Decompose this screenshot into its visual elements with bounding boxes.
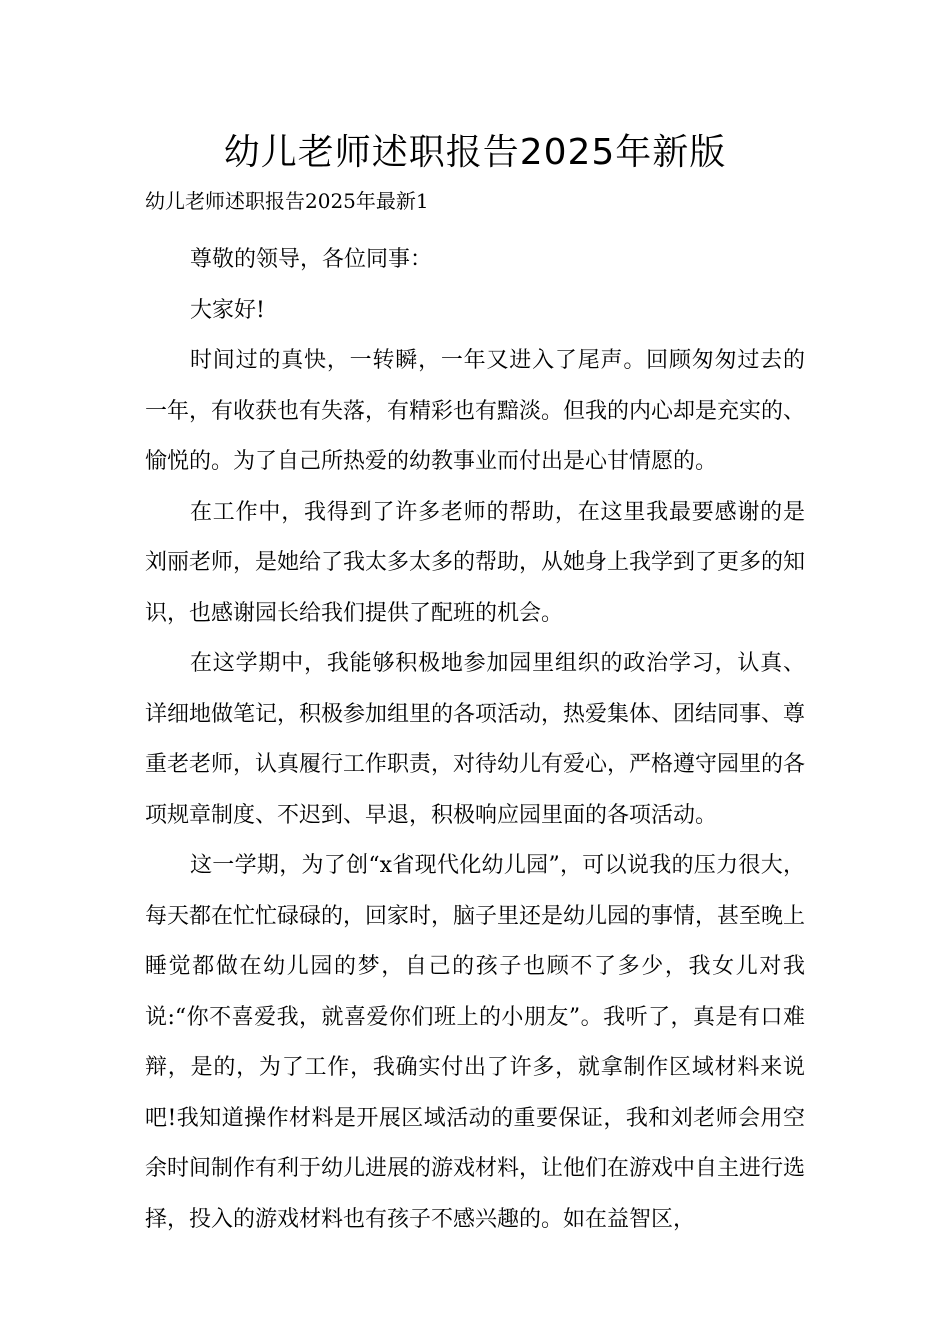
paragraph: 这一学期，为了创“x省现代化幼儿园”，可以说我的压力很大，每天都在忙忙碌碌的，回家时，脑子里还是幼儿园的事情，甚至晚上睡觉都做在幼儿园的梦，自己的孩子也顾不了多少，我女儿对我说:“你不喜爱我，就喜爱你们班上的小朋友”。我听了，真是有口难辩，是的，为了工作，我确实付出了许多，就拿制作区域材料来说吧!我知道操作材料是开展区域活动的重要保证，我和刘老师会用空余时间制作有利于幼儿进展的游戏材料，让他们在游戏中自主进行选择，投入的游戏材料也有孩子不感兴趣的。如在益智区， [145,853,806,1232]
document-subtitle: 幼儿老师述职报告2025年最新1 [145,189,429,213]
paragraph-salutation: 尊敬的领导，各位同事： [190,247,433,272]
paragraph: 在工作中，我得到了许多老师的帮助，在这里我最要感谢的是刘丽老师，是她给了我太多太多的帮助，从她身上我学到了更多的知识，也感谢园长给我们提供了配班的机会。 [145,499,806,626]
paragraph: 在这学期中，我能够积极地参加园里组织的政治学习，认真、详细地做笔记，积极参加组里的各项活动，热爱集体、团结同事、尊重老老师，认真履行工作职责，对待幼儿有爱心，严格遵守园里的各项规章制度、不迟到、早退，积极响应园里面的各项活动。 [145,651,806,828]
document-body [145,235,805,1245]
paragraph: 时间过的真快，一转瞬，一年又进入了尾声。回顾匆匆过去的一年，有收获也有失落，有精彩也有黯淡。但我的内心却是充实的、愉悦的。为了自己所热爱的幼教事业而付出是心甘情愿的。 [145,348,806,474]
paragraph-greeting: 大家好! [190,297,265,323]
document-title: 幼儿老师述职报告2025年新版 [223,132,727,173]
